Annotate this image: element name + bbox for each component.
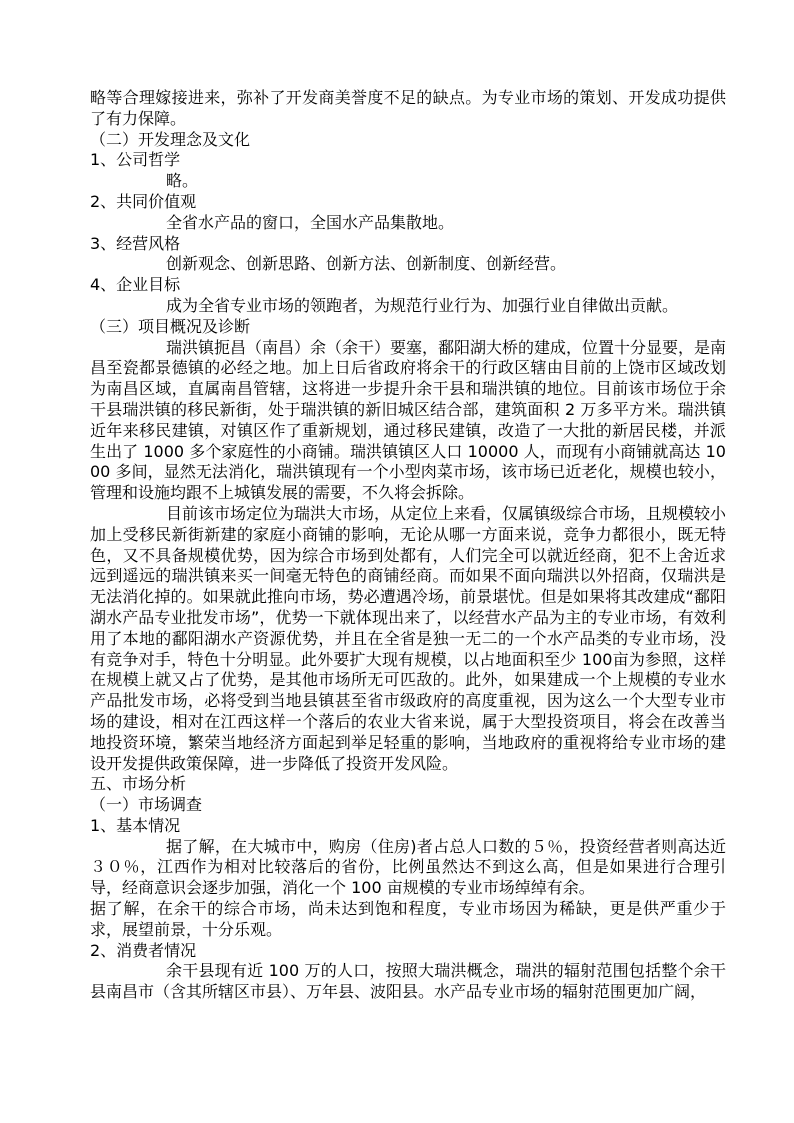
paragraph: （二）开发理念及文化 xyxy=(90,129,251,149)
paragraph: 4、企业目标 xyxy=(90,275,181,295)
paragraph: 目前该市场定位为瑞洪大市场，从定位上来看，仅属镇级综合市场，且规模较小加上受移民新街新建的家庭小商铺的影响，无论从哪一方面来说，竞争力都很小，既无特色，又不具备规模优势，因为综合市场到处都有，人们完全可以就近经商，犯不上舍近求远到遥远的瑞洪镇来买一间毫无特色的商铺经商。而如果不面向瑞洪以外招商，仅瑞洪是无法消化掉的。如果就此推向市场，势必遭遇冷场，前景堪忧。但是如果将其改建成“鄱阳湖水产品专业批发市场”，优势一下就体现出来了，以经营水产品为主的专业市场，有效利用了本地的鄱阳湖水产资源优势，并且在全省是独一无二的一个水产品类的专业市场，没有竞争对手，特色十分明显。此外要扩大现有规模，以占地面积至少 100亩为参照，这样在规模上就又占了优势，是其他市场所无可匹敌的。此外，如果建成一个上规模的专业水产品批发市场，必将受到当地县镇甚至省市级政府的高度重视，因为这么一个大型专业市场的建设，相对在江西这样一个落后的农业大省来说，属于大型投资项目，将会在改善当地投资环境，繁荣当地经济方面起到举足轻重的影响，当地政府的重视将给专业市场的建设开发提供政策保障，进一步降低了投资开发风险。 xyxy=(90,503,727,773)
paragraph: 余干县现有近 100 万的人口，按照大瑞洪概念，瑞洪的辐射范围包括整个余干县南昌市（含其所辖区市县）、万年县、波阳县。水产品专业市场的辐射范围更加广阔， xyxy=(90,961,726,1002)
paragraph: 瑞洪镇扼昌（南昌）余（余干）要塞，鄱阳湖大桥的建成，位置十分显要，是南昌至瓷都景德镇的必经之地。加上日后省政府将余干的行政区辖由目前的上饶市区域改划为南昌区域，直属南昌管辖，这将进一步提升余干县和瑞洪镇的地位。目前该市场位于余干县瑞洪镇的移民新街，处于瑞洪镇的新旧城区结合部，建筑面积 2 万多平方米。瑞洪镇近年来移民建镇，对镇区作了重新规划，通过移民建镇，改造了一大批的新居民楼，并派生出了 1000 多个家庭性的小商铺。瑞洪镇镇区人口 10000 人，而现有小商铺就高达 1000 多间，显然无法消化，瑞洪镇现有一个小型肉菜市场，该市场已近老化，规模也较小，管理和设施均跟不上城镇发展的需要，不久将会拆除。 xyxy=(90,337,727,503)
paragraph: 略。 xyxy=(166,171,199,191)
paragraph: 1、公司哲学 xyxy=(90,150,181,170)
paragraph: 全省水产品的窗口，全国水产品集散地。 xyxy=(166,212,455,232)
paragraph: 略等合理嫁接进来，弥补了开发商美誉度不足的缺点。为专业市场的策划、开发成功提供了有力保障。 xyxy=(90,88,726,128)
paragraph: （三）项目概况及诊断 xyxy=(90,316,251,336)
paragraph: 创新观念、创新思路、创新方法、创新制度、创新经营。 xyxy=(166,254,567,274)
paragraph: 2、共同价值观 xyxy=(90,191,197,211)
paragraph: 1、基本情况 xyxy=(90,815,181,835)
paragraph: 据了解，在大城市中，购房（住房)者占总人口数的５％，投资经营者则高达近３０％，江西作为相对比较落后的省份，比例虽然达不到这么高，但是如果进行合理引导，经商意识会逐步加强，消化一个 100 亩规模的专业市场绰绰有余。 xyxy=(90,836,726,898)
paragraph: 3、经营风格 xyxy=(90,233,181,253)
paragraph: 2、消费者情况 xyxy=(90,940,197,960)
paragraph: （一）市场调查 xyxy=(90,795,203,815)
paragraph: 成为全省专业市场的领跑者，为规范行业行为、加强行业自律做出贡献。 xyxy=(166,295,679,315)
paragraph: 据了解，在余干的综合市场，尚未达到饱和程度，专业市场因为稀缺，更是供严重少于求，展望前景，十分乐观。 xyxy=(90,899,726,939)
paragraph: 五、市场分析 xyxy=(90,774,187,794)
document-content xyxy=(90,88,726,1003)
